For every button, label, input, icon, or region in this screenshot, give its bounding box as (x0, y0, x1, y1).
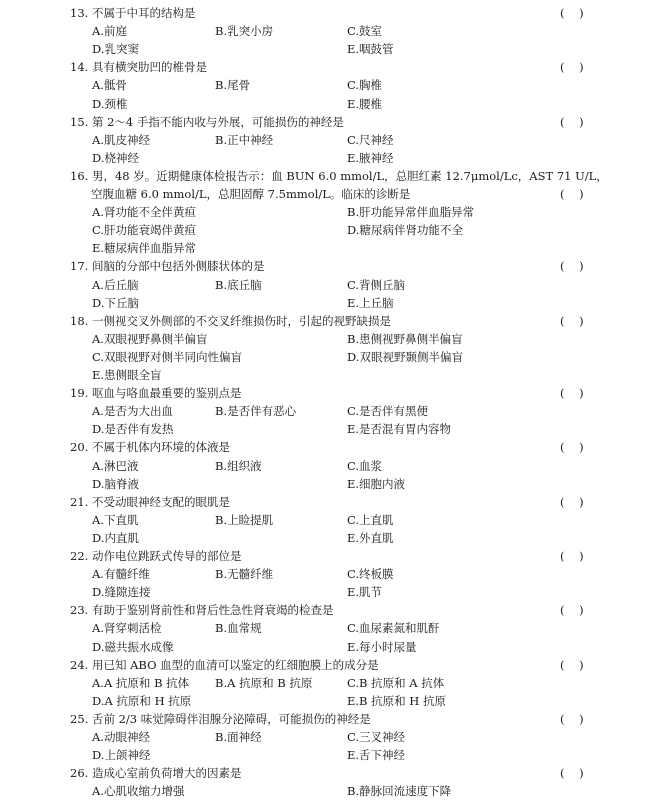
answer-option[interactable]: A.有髓纤维 (92, 567, 150, 582)
answer-option[interactable]: B.肝功能异常伴血脂异常 (347, 205, 475, 220)
answer-option[interactable]: B.组织液 (215, 458, 262, 473)
question-stem: 19. 呕血与咯血最重要的鉴别点是 (70, 386, 242, 401)
answer-option[interactable]: E.舌下神经 (347, 748, 406, 763)
answer-parentheses: ( ) (560, 60, 584, 75)
answer-option[interactable]: A.下直肌 (92, 512, 139, 527)
answer-parentheses: ( ) (560, 657, 584, 672)
answer-option[interactable]: C.双眼视野对侧半同向性偏盲 (92, 349, 243, 364)
question-stem: 20. 不属于机体内环境的体液是 (70, 440, 230, 455)
answer-option[interactable]: C.胸椎 (347, 78, 383, 93)
answer-option[interactable]: C.B 抗原和 A 抗体 (347, 675, 445, 690)
answer-option[interactable]: C.肝功能衰竭伴黄疸 (92, 223, 197, 238)
question-stem: 16. 男，48 岁。近期健康体检报告示：血 BUN 6.0 mmol/L，总胆红素 12.7μmol/Lc，AST 71 U/L， (70, 168, 608, 183)
question-stem: 18. 一侧视交叉外侧部的不交叉纤维损伤时，引起的视野缺损是 (70, 313, 391, 328)
answer-option[interactable]: C.血尿素氮和肌酐 (347, 621, 440, 636)
answer-option[interactable]: C.终板膜 (347, 567, 394, 582)
answer-parentheses: ( ) (560, 494, 584, 509)
answer-option[interactable]: A.双眼视野鼻侧半偏盲 (92, 331, 208, 346)
answer-option[interactable]: D.糖尿病伴肾功能不全 (347, 223, 463, 238)
answer-option[interactable]: B.血常规 (215, 621, 262, 636)
answer-parentheses: ( ) (560, 259, 584, 274)
answer-parentheses: ( ) (560, 313, 584, 328)
answer-option[interactable]: D.乳突窦 (92, 42, 139, 57)
answer-option[interactable]: C.三叉神经 (347, 730, 406, 744)
answer-option[interactable]: D.下丘脑 (92, 295, 139, 310)
answer-option[interactable]: B.尾骨 (215, 78, 251, 93)
answer-option[interactable]: D.颈椎 (92, 96, 128, 111)
answer-option[interactable]: E.咽鼓管 (347, 42, 394, 57)
answer-option[interactable]: B.底丘脑 (215, 277, 262, 292)
answer-option[interactable]: B.是否伴有恶心 (215, 404, 297, 419)
answer-option[interactable]: C.鼓室 (347, 24, 383, 39)
answer-option[interactable]: D.上颌神经 (92, 748, 151, 763)
answer-option[interactable]: E.肌节 (347, 585, 383, 600)
answer-option[interactable]: D.缝隙连接 (92, 585, 151, 600)
answer-option[interactable]: E.细胞内液 (347, 476, 406, 491)
answer-option[interactable]: A.淋巴液 (92, 458, 139, 473)
answer-option[interactable]: E.是否混有胃内容物 (347, 422, 452, 437)
answer-option[interactable]: B.静脉回流速度下降 (347, 784, 452, 799)
question-stem: 21. 不受动眼神经支配的眼肌是 (70, 494, 230, 509)
answer-option[interactable]: A.A 抗原和 B 抗体 (92, 675, 190, 690)
question-stem: 15. 第 2～4 手指不能内收与外展，可能损伤的神经是 (70, 114, 344, 129)
answer-option[interactable]: D.双眼视野颞侧半偏盲 (347, 349, 463, 364)
answer-option[interactable]: A.心肌收缩力增强 (92, 784, 185, 799)
answer-option[interactable]: C.血浆 (347, 458, 383, 473)
question-stem: 26. 造成心室前负荷增大的因素是 (70, 766, 242, 781)
answer-option[interactable]: D.磁共振水成像 (92, 639, 174, 654)
question-stem: 22. 动作电位跳跃式传导的部位是 (70, 549, 242, 563)
question-stem: 13. 不属于中耳的结构是 (70, 6, 196, 20)
answer-option[interactable]: B.正中神经 (215, 132, 274, 147)
answer-option[interactable]: C.是否伴有黑便 (347, 404, 429, 419)
answer-parentheses: ( ) (560, 549, 584, 563)
answer-option[interactable]: B.患侧视野鼻侧半偏盲 (347, 331, 463, 346)
answer-option[interactable]: D.内直肌 (92, 530, 139, 545)
answer-option[interactable]: E.每小时尿量 (347, 639, 417, 654)
answer-option[interactable]: C.背侧丘脑 (347, 277, 406, 292)
answer-option[interactable]: C.上直肌 (347, 512, 394, 527)
answer-option[interactable]: D.桡神经 (92, 150, 139, 165)
answer-option[interactable]: E.糖尿病伴血脂异常 (92, 241, 197, 256)
question-stem: 24. 用已知 ABO 血型的血清可以鉴定的红细胞膜上的成分是 (70, 657, 379, 672)
answer-option[interactable]: A.前庭 (92, 24, 127, 39)
answer-parentheses: ( ) (560, 711, 584, 726)
answer-option[interactable]: A.是否为大出血 (92, 404, 173, 419)
answer-option[interactable]: A.骶骨 (92, 78, 127, 93)
answer-parentheses: ( ) (560, 603, 584, 618)
answer-option[interactable]: B.A 抗原和 B 抗原 (215, 675, 313, 690)
answer-option[interactable]: B.面神经 (215, 730, 262, 744)
answer-option[interactable]: E.B 抗原和 H 抗原 (347, 693, 446, 708)
answer-option[interactable]: D.是否伴有发热 (92, 422, 174, 437)
answer-option[interactable]: C.尺神经 (347, 132, 394, 147)
answer-option[interactable]: A.后丘脑 (92, 277, 139, 292)
answer-option[interactable]: D.A 抗原和 H 抗原 (92, 693, 192, 708)
answer-option[interactable]: E.患侧眼全盲 (92, 368, 162, 382)
answer-option[interactable]: E.腋神经 (347, 150, 394, 165)
answer-parentheses: ( ) (560, 6, 584, 20)
answer-parentheses: ( ) (560, 114, 584, 129)
answer-parentheses: ( ) (560, 766, 584, 781)
answer-option[interactable]: A.肾功能不全伴黄疸 (92, 205, 196, 220)
answer-parentheses: ( ) (560, 386, 584, 401)
answer-option[interactable]: B.无髓纤维 (215, 567, 274, 582)
answer-option[interactable]: B.乳突小房 (215, 24, 274, 39)
answer-option[interactable]: E.上丘脑 (347, 295, 394, 310)
answer-option[interactable]: E.腰椎 (347, 96, 383, 111)
question-stem: 25. 舌前 2/3 味觉障碍伴泪腺分泌障碍，可能损伤的神经是 (70, 711, 371, 726)
answer-option[interactable]: A.肌皮神经 (92, 132, 150, 147)
answer-option[interactable]: E.外直肌 (347, 530, 394, 545)
answer-parentheses: ( ) (560, 187, 584, 201)
answer-option[interactable]: B.上睑提肌 (215, 512, 274, 527)
answer-option[interactable]: A.肾穿刺活检 (92, 621, 162, 636)
answer-parentheses: ( ) (560, 440, 584, 455)
question-stem: 14. 具有横突肋凹的椎骨是 (70, 60, 207, 75)
answer-option[interactable]: D.脑脊液 (92, 476, 139, 491)
question-stem: 空腹血糖 6.0 mmol/L，总胆固醇 7.5mmol/L。临床的诊断是 (91, 187, 411, 201)
question-stem: 23. 有助于鉴别肾前性和肾后性急性肾衰竭的检查是 (70, 603, 334, 618)
answer-option[interactable]: A.动眼神经 (92, 730, 150, 744)
question-stem: 17. 间脑的分部中包括外侧膝状体的是 (70, 259, 265, 274)
